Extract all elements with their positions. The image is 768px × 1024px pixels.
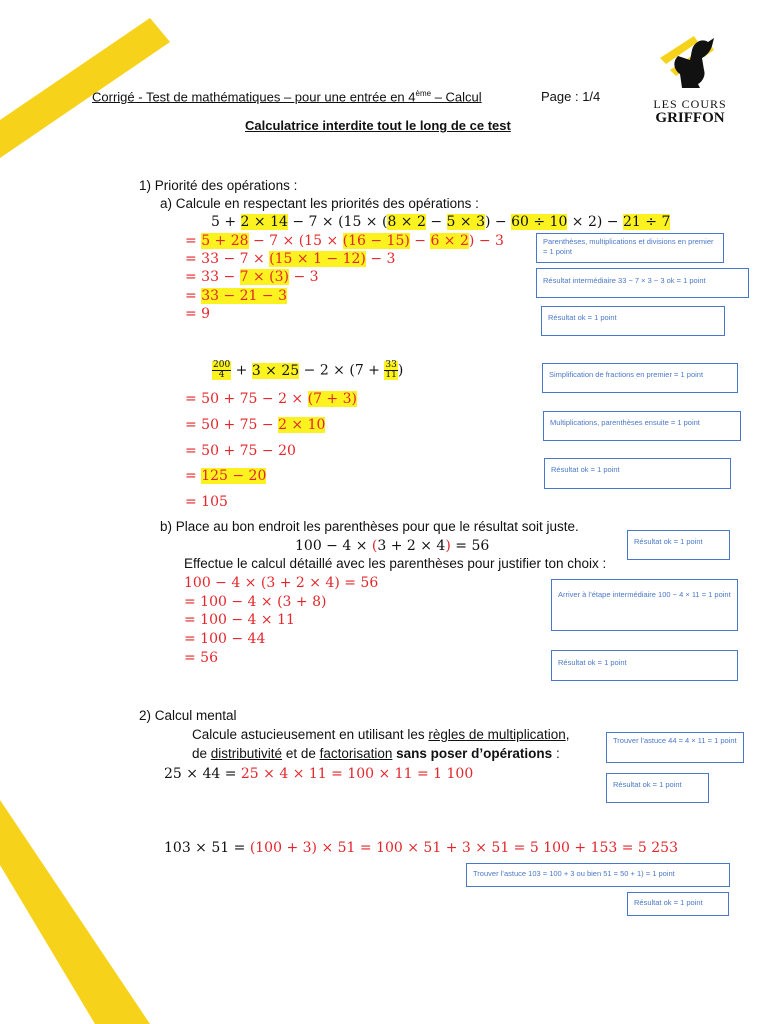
expr1-line3: = 33 − 7 × (3) − 3 (185, 269, 319, 285)
section2-heading: 2) Calcul mental (139, 708, 237, 723)
score-box-3: Résultat ok = 1 point (541, 306, 725, 336)
expr3-line5: = 56 (184, 650, 218, 666)
expr3-line3: = 100 − 4 × 11 (184, 612, 295, 628)
expr1-line2: = 33 − 7 × (15 × 1 − 12) − 3 (185, 251, 396, 267)
expr2-line4: = 125 − 20 (185, 468, 267, 484)
expr2-line0: $\frac{200}{4}$ + 3 × 25 − 2 × (7 + $\frac{33}{11}$ ) (213, 360, 404, 380)
section1b-instruction: Effectue le calcul détaillé avec les parenthèses pour justifier ton choix : (184, 556, 607, 571)
expr1-line5: = 9 (185, 306, 211, 322)
score-box-9: Résultat ok = 1 point (551, 650, 738, 681)
bottom-stripe (0, 800, 150, 1024)
expr1-line0: 5 + 2 × 14 − 7 × (15 × (8 × 2 − 5 × 3) − 60 ÷ 10 × 2) − 21 ÷ 7 (211, 214, 671, 230)
logo-line1: LES COURS (653, 97, 727, 111)
expr3-line1: 100 − 4 × (3 + 2 × 4) = 56 (184, 575, 379, 591)
expr2-line2: = 50 + 75 − 2 × 10 (185, 417, 326, 433)
top-stripe (0, 18, 170, 158)
score-box-11: Résultat ok = 1 point (606, 773, 709, 803)
score-box-12: Trouver l’astuce 103 = 100 + 3 ou bien 51 = 50 + 1) = 1 point (466, 863, 730, 887)
expr3-line4: = 100 − 44 (184, 631, 266, 647)
expr2-line1: = 50 + 75 − 2 × (7 + 3) (185, 391, 357, 407)
logo-line2: GRIFFON (655, 110, 725, 126)
score-box-1: Parenthèses, multiplications et divisions en premier = 1 point (536, 233, 724, 263)
griffon-icon (650, 30, 730, 92)
page-number: Page : 1/4 (541, 89, 601, 104)
expr5: 103 × 51 = (100 + 3) × 51 = 100 × 51 + 3 × 51 = 5 100 + 153 = 5 253 (164, 840, 679, 856)
doc-subtitle: Calculatrice interdite tout le long de ce test (245, 118, 511, 133)
section2-line1: Calcule astucieusement en utilisant les règles de multiplication, (192, 727, 570, 742)
doc-title-text: Corrigé - Test de mathématiques – pour une entrée en 4 (92, 89, 416, 105)
section1-heading: 1) Priorité des opérations : (139, 178, 298, 193)
expr4: 25 × 44 = 25 × 4 × 11 = 100 × 11 = 1 100 (164, 766, 474, 782)
expr3-line2: = 100 − 4 × (3 + 8) (184, 594, 327, 610)
score-box-8: Arriver à l’étape intermédiaire 100 − 4 × 11 = 1 point (551, 579, 738, 631)
expr2-line3: = 50 + 75 − 20 (185, 443, 296, 459)
griffon-logo (650, 30, 730, 126)
fraction-200-4: $\frac{200}{4}$ (213, 360, 231, 380)
score-box-10: Trouver l’astuce 44 = 4 × 11 = 1 point (606, 732, 744, 763)
score-box-5: Multiplications, parenthèses ensuite = 1 point (543, 411, 741, 441)
doc-title-tail: – Calcul (431, 89, 482, 105)
score-box-2: Résultat intermédiaire 33 − 7 × 3 − 3 ok = 1 point (536, 268, 749, 298)
section1a-label: a) Calcule en respectant les priorités des opérations : (160, 196, 479, 211)
score-box-6: Résultat ok = 1 point (544, 458, 731, 489)
score-box-13: Résultat ok = 1 point (627, 892, 729, 916)
score-box-4: Simplification de fractions en premier = 1 point (542, 363, 738, 393)
fraction-33-11: $\frac{33}{11}$ (385, 360, 397, 380)
doc-title (92, 89, 482, 104)
expr2-line5: = 105 (185, 494, 228, 510)
parentheses-problem: 100 − 4 × (3 + 2 × 4) = 56 (295, 538, 490, 554)
section2-line2: de distributivité et de factorisation sans poser d’opérations : (192, 746, 560, 761)
expr1-line4: = 33 − 21 − 3 (185, 288, 287, 304)
expr1-line1: = 5 + 28 − 7 × (15 × (16 − 15) − 6 × 2) − 3 (185, 233, 504, 249)
doc-title-sup: ème (415, 89, 432, 98)
score-box-7: Résultat ok = 1 point (627, 530, 730, 560)
section1b-label: b) Place au bon endroit les parenthèses pour que le résultat soit juste. (160, 519, 579, 534)
